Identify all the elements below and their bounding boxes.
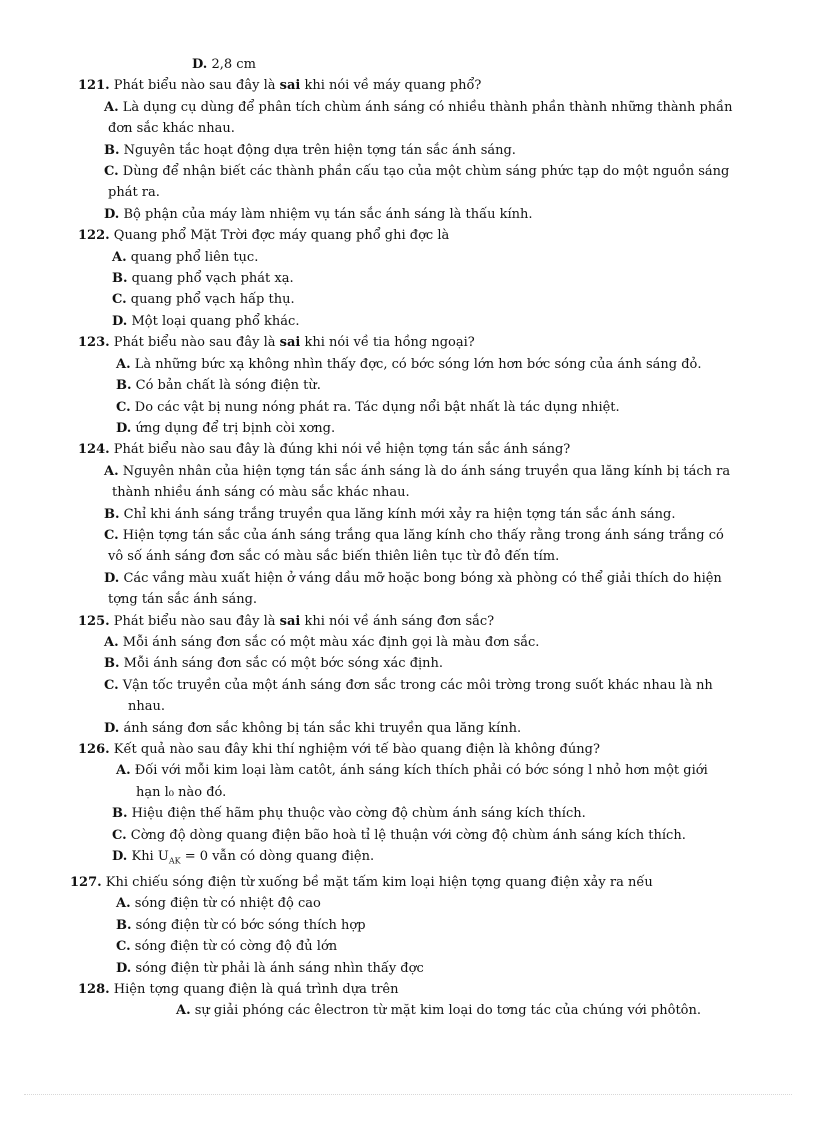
question-text: Khi chiếu sóng điện từ xuống bề mặt tấm kim loại hiện tợng quang điện xảy ra nếu — [101, 875, 653, 891]
question-text: Kết quả nào sau đây khi thí nghiệm với tế bào quang điện là không đúng? — [109, 742, 600, 757]
answer-option — [0, 375, 816, 396]
line-text: Là những bức xạ không nhìn thấy đợc, có bớc sóng lớn hơn bớc sóng của ánh sáng đỏ. — [130, 356, 702, 372]
option-label: B. — [104, 506, 120, 522]
question-line — [0, 872, 816, 893]
line-text: Các vầng màu xuất hiện ở váng dầu mỡ hoặc bong bóng xà phòng có thể giải thích do hiện — [119, 570, 722, 586]
text-line — [0, 118, 816, 139]
line-text: nhau. — [128, 699, 166, 715]
question-text: khi nói về máy quang phổ? — [300, 78, 482, 94]
option-label: D. — [112, 849, 128, 865]
question-line — [0, 225, 816, 246]
line-text: đơn sắc khác nhau. — [108, 121, 235, 137]
option-label: C. — [104, 527, 119, 543]
text-line — [0, 782, 816, 803]
question-number: 124. — [78, 442, 110, 458]
option-label: A. — [116, 763, 131, 779]
question-text: Phát biểu nào sau đây là — [109, 613, 280, 629]
question-number: 125. — [78, 613, 110, 629]
option-label: D. — [104, 570, 120, 586]
line-text: Chỉ khi ánh sáng trắng truyền qua lăng kính mới xảy ra hiện tợng tán sắc ánh sáng. — [119, 506, 676, 522]
option-label: A. — [116, 896, 131, 912]
answer-option — [0, 461, 816, 482]
answer-option — [0, 1000, 816, 1021]
answer-option — [0, 289, 816, 310]
line-text: Hiệu điện thế hãm phụ thuộc vào cờng độ chùm ánh sáng kích thích. — [127, 806, 586, 822]
option-label: B. — [112, 271, 128, 287]
line-text: Mỗi ánh sáng đơn sắc có một màu xác định gọi là màu đơn sắc. — [118, 634, 540, 650]
emphasis-word: sai — [279, 613, 301, 629]
line-text: vô số ánh sáng đơn sắc có màu sắc biến thiên liên tục từ đỏ đến tím. — [108, 549, 560, 565]
line-text: sự giải phóng các êlectron từ mặt kim loại do tơng tác của chúng với phôtôn. — [190, 1003, 701, 1019]
question-line — [0, 611, 816, 632]
answer-option — [0, 161, 816, 182]
answer-option — [0, 936, 816, 957]
line-text: Do các vật bị nung nóng phát ra. Tác dụng nổi bật nhất là tác dụng nhiệt. — [130, 399, 620, 415]
question-line — [0, 439, 816, 460]
option-label: D. — [116, 960, 132, 976]
line-text: tợng tán sắc ánh sáng. — [108, 592, 258, 608]
question-number: 126. — [78, 742, 110, 757]
option-label: A. — [112, 249, 127, 265]
line-text: Mỗi ánh sáng đơn sắc có một bớc sóng xác định. — [119, 656, 444, 672]
option-label: D. — [116, 420, 132, 436]
line-text: ánh sáng đơn sắc không bị tán sắc khi truyền qua lăng kính. — [119, 720, 522, 736]
answer-option — [0, 846, 816, 872]
line-text: hạn l₀ nào đó. — [136, 784, 227, 800]
line-text: Nguyên nhân của hiện tợng tán sắc ánh sáng là do ánh sáng truyền qua lăng kính bị tách ra — [118, 463, 731, 479]
question-number: 128. — [78, 982, 110, 998]
line-text: Có bản chất là sóng điện từ. — [131, 378, 321, 394]
line-text: sóng điện từ có cờng độ đủ lớn — [130, 939, 338, 955]
question-text: Phát biểu nào sau đây là — [109, 78, 280, 94]
line-text: Nguyên tắc hoạt động dựa trên hiện tợng tán sắc ánh sáng. — [119, 142, 516, 158]
line-text: Đối với mỗi kim loại làm catôt, ánh sáng kích thích phải có bớc sóng l nhỏ hơn một giới — [130, 763, 708, 779]
option-label: A. — [104, 463, 119, 479]
line-text: sóng điện từ có bớc sóng thích hợp — [131, 917, 366, 933]
answer-option — [0, 204, 816, 225]
answer-option — [0, 803, 816, 824]
option-label: C. — [112, 292, 127, 308]
line-text: Bộ phận của máy làm nhiệm vụ tán sắc ánh sáng là thấu kính. — [119, 206, 533, 222]
question-number: 121. — [78, 78, 110, 94]
option-label: D. — [112, 313, 128, 329]
answer-option — [0, 247, 816, 268]
answer-option — [0, 653, 816, 674]
question-line — [0, 332, 816, 353]
question-text: khi nói về tia hồng ngoại? — [300, 335, 475, 351]
answer-option — [0, 718, 816, 739]
option-label: D. — [104, 720, 120, 736]
answer-option — [0, 418, 816, 439]
line-text: sóng điện từ phải là ánh sáng nhìn thấy đợc — [131, 960, 424, 976]
answer-option — [0, 675, 816, 696]
text-line — [0, 589, 816, 610]
answer-option — [0, 760, 816, 781]
document-page — [0, 54, 816, 1022]
line-text: Là dụng cụ dùng để phân tích chùm ánh sáng có nhiều thành phần thành những thành phần — [118, 99, 733, 115]
option-label: C. — [104, 677, 119, 693]
line-text: phát ra. — [108, 185, 160, 201]
question-line — [0, 739, 816, 760]
page-footer-divider — [24, 1094, 792, 1095]
question-text: Quang phổ Mặt Trời đợc máy quang phổ ghi đợc là — [109, 228, 450, 244]
answer-option — [0, 632, 816, 653]
answer-option — [0, 504, 816, 525]
line-text: ứng dụng để trị bịnh còi xơng. — [131, 420, 336, 436]
answer-option — [0, 525, 816, 546]
line-text: Hiện tợng tán sắc của ánh sáng trắng qua lăng kính cho thấy rằng trong ánh sáng trắng có — [118, 527, 724, 543]
option-label: B. — [112, 806, 128, 822]
subscript: AK — [168, 856, 181, 866]
option-label: A. — [176, 1003, 191, 1019]
emphasis-word: sai — [279, 335, 301, 351]
line-text: 2,8 cm — [207, 57, 256, 72]
text-line — [0, 696, 816, 717]
option-label: A. — [104, 634, 119, 650]
line-text: quang phổ vạch phát xạ. — [127, 271, 294, 287]
answer-option — [0, 268, 816, 289]
line-text: Dùng để nhận biết các thành phần cấu tạo của một chùm sáng phức tạp do một nguồn sáng — [118, 164, 730, 180]
answer-option — [0, 893, 816, 914]
option-label: C. — [112, 827, 127, 843]
option-label: A. — [104, 99, 119, 115]
answer-option — [0, 354, 816, 375]
text-line — [0, 482, 816, 503]
option-label: B. — [116, 917, 132, 933]
question-number: 123. — [78, 335, 110, 351]
answer-option — [0, 97, 816, 118]
answer-option — [0, 311, 816, 332]
question-text: Hiện tợng quang điện là quá trình dựa trên — [109, 982, 399, 998]
option-label: B. — [104, 142, 120, 158]
option-label: A. — [116, 356, 131, 372]
line-text: Khi U — [127, 849, 169, 865]
line-text: sóng điện từ có nhiệt độ cao — [130, 896, 321, 912]
option-label: C. — [116, 399, 131, 415]
line-text: quang phổ liên tục. — [126, 249, 259, 265]
question-line — [0, 75, 816, 96]
line-text: quang phổ vạch hấp thụ. — [126, 292, 295, 308]
text-line — [0, 546, 816, 567]
option-label: C. — [116, 939, 131, 955]
answer-option — [0, 825, 816, 846]
option-label: C. — [104, 164, 119, 180]
question-text: Phát biểu nào sau đây là đúng khi nói về hiện tợng tán sắc ánh sáng? — [109, 442, 571, 458]
option-label: D. — [192, 57, 208, 72]
line-text: Một loại quang phổ khác. — [127, 313, 300, 329]
question-line — [0, 979, 816, 1000]
line-text: Vận tốc truyền của một ánh sáng đơn sắc trong các môi trờng trong suốt khác nhau là nh — [118, 677, 713, 693]
answer-option — [0, 397, 816, 418]
answer-option — [0, 915, 816, 936]
text-line — [0, 182, 816, 203]
answer-option — [0, 140, 816, 161]
question-text: Phát biểu nào sau đây là — [109, 335, 280, 351]
question-number: 127. — [70, 875, 102, 891]
line-text: Cờng độ dòng quang điện bão hoà tỉ lệ thuận với cờng độ chùm ánh sáng kích thích. — [126, 827, 686, 843]
option-label: B. — [116, 378, 132, 394]
line-text: = 0 vẫn có dòng quang điện. — [180, 849, 375, 865]
question-number: 122. — [78, 228, 110, 244]
option-label: B. — [104, 656, 120, 672]
answer-option — [0, 568, 816, 589]
answer-option — [0, 54, 816, 75]
question-text: khi nói về ánh sáng đơn sắc? — [300, 613, 495, 629]
emphasis-word: sai — [279, 78, 301, 94]
line-text: thành nhiều ánh sáng có màu sắc khác nhau. — [112, 485, 410, 501]
answer-option — [0, 958, 816, 979]
option-label: D. — [104, 206, 120, 222]
